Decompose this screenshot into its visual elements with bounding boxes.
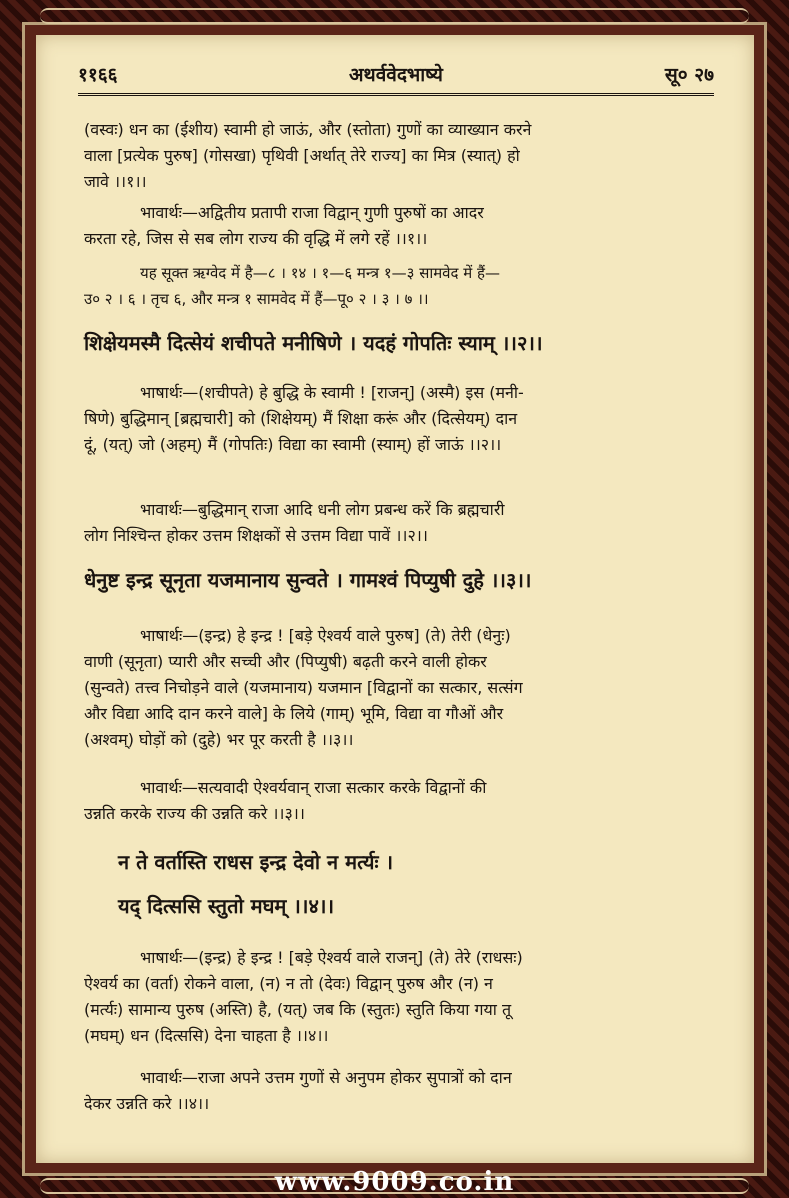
text-line: भाषार्थः—(इन्द्र) हे इन्द्र ! [बड़े ऐश्वर्य वाले राजन्] (ते) तेरे (राधसः) [140,948,523,967]
mantra-2 [84,328,708,358]
bhashartha-2 [84,380,708,458]
bhavartha-2 [84,497,708,549]
mantra-line: धेनुष्ट इन्द्र सूनृता यजमानाय सुन्वते । गामश्वं पिप्युषी दुहे ।।३।। [84,568,532,592]
text-line: भावार्थः—सत्यवादी ऐश्वर्यवान् राजा सत्कार करके विद्वानों की [140,778,487,797]
text-line: लोग निश्चिन्त होकर उत्तम शिक्षकों से उत्तम विद्या पावें ।।२।। [84,526,428,545]
text-line: (अश्वम्) घोड़ों को (दुहे) भर पूर करती है ।।३।। [84,730,354,749]
bhashartha-3 [84,623,708,753]
bhavartha-1 [84,200,708,252]
reference-note [84,260,708,312]
website-footer: www.9009.co.in [274,1167,515,1197]
text-line: दूं, (यत्) जो (अहम्) मैं (गोपतिः) विद्या का स्वामी (स्याम्) हों जाऊं ।।२।। [84,435,502,454]
mantra-3 [84,565,708,595]
top-flourish [40,8,749,24]
text-line: भावार्थः—राजा अपने उत्तम गुणों से अनुपम होकर सुपात्रों को दान [140,1068,512,1087]
text-line: भाषार्थः—(शचीपते) हे बुद्धि के स्वामी ! [राजन्] (अस्मै) इस (मनी- [140,383,524,402]
text-line: वाला [प्रत्येक पुरुष] (गोसखा) पृथिवी [अर्थात् तेरे राज्य] का मित्र (स्यात्) हो [84,146,520,165]
header-rule [78,93,714,96]
text-line: करता रहे, जिस से सब लोग राज्य की वृद्धि में लगे रहें ।।१।। [84,229,428,248]
text-line: षिणे) बुद्धिमान् [ब्रह्मचारी] को (शिक्षेयम्) मैं शिक्षा करूं और (दित्सेयम्) दान [84,409,518,428]
mantra-line: शिक्षेयमस्मै दित्सेयं शचीपते मनीषिणे । यदहं गोपतिः स्याम् ।।२।। [84,331,543,355]
page-number: ११६६ [78,64,118,86]
text-line: ऐश्वर्य का (वर्ता) रोकने वाला, (न) न तो (देवः) विद्वान् पुरुष और (न) न [84,974,493,993]
mantra-line: न ते वर्तास्ति राधस इन्द्र देवो न मर्त्यः । [118,850,394,874]
text-line: (वस्वः) धन का (ईशीय) स्वामी हो जाऊं, और (स्तोता) गुणों का व्याख्यान करने [84,120,532,139]
text-line: यह सूक्त ऋग्वेद में है—८ । १४ । १—६ मन्त्र १—३ सामवेद में हैं— [140,264,500,282]
text-line: जावे ।।१।। [84,172,147,191]
text-line: (मघम्) धन (दित्ससि) देना चाहता है ।।४।। [84,1026,329,1045]
text-line: (सुन्वते) तत्त्व निचोड़ने वाले (यजमानाय) यजमान [विद्वानों का सत्कार, सत्संग [84,678,523,697]
text-line: भाषार्थः—(इन्द्र) हे इन्द्र ! [बड़े ऐश्वर्य वाले पुरुष] (ते) तेरी (धेनुः) [140,626,511,645]
book-page [36,35,754,1163]
page-header [78,61,714,91]
text-line: भावार्थः—बुद्धिमान् राजा आदि धनी लोग प्रबन्ध करें कि ब्रह्मचारी [140,500,505,519]
text-line: उन्नति करके राज्य की उन्नति करे ।।३।। [84,804,305,823]
text-line: उ० २ । ६ । तृच ६, और मन्त्र १ सामवेद में हैं—पू० २ । ३ । ७ ।। [84,290,429,308]
text-line: देकर उन्नति करे ।।४।। [84,1094,210,1113]
text-line: (मर्त्यः) सामान्य पुरुष (अस्ति) है, (यत्) जब कि (स्तुतः) स्तुति किया गया तू [84,1000,512,1019]
page-title: अथर्ववेदभाष्ये [349,64,443,86]
text-line: वाणी (सूनृता) प्यारी और सच्ची और (पिप्युषी) बढ़ती करने वाली होकर [84,652,487,671]
translation-para-1-end [84,117,708,195]
mantra-line: यद् दित्ससि स्तुतो मघम् ।।४।। [118,894,335,918]
sukta-number: सू० २७ [664,64,714,86]
bhavartha-4 [84,1065,708,1117]
bhashartha-4 [84,945,708,1049]
mantra-4 [84,847,708,921]
text-line: और विद्या आदि दान करने वाले] के लिये (गाम्) भूमि, विद्या वा गौओं और [84,704,504,723]
text-line: भावार्थः—अद्वितीय प्रतापी राजा विद्वान् गुणी पुरुषों का आदर [140,203,484,222]
bhavartha-3 [84,775,708,827]
